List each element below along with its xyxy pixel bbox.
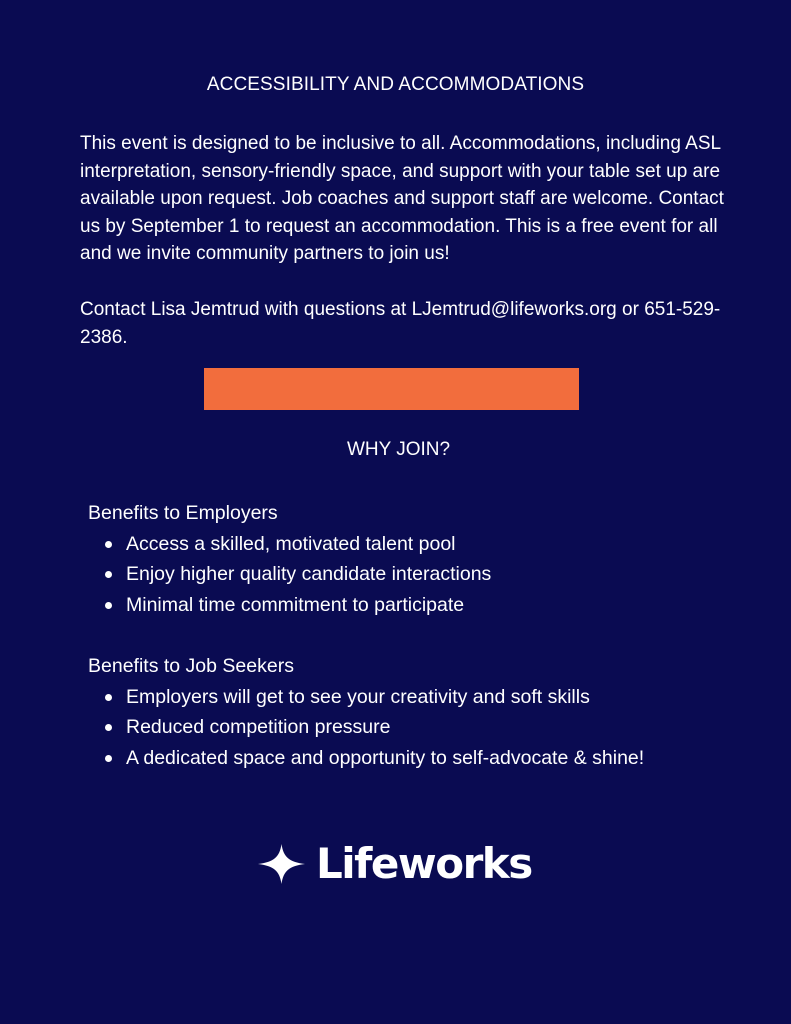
list-item: Minimal time commitment to participate (88, 590, 688, 621)
job-seeker-benefits-section (88, 651, 688, 773)
job-seeker-benefits-list (88, 682, 688, 774)
list-item: Reduced competition pressure (88, 712, 688, 743)
list-item: Access a skilled, motivated talent pool (88, 529, 688, 560)
bullet-icon (105, 541, 112, 548)
lifeworks-logo (256, 836, 532, 892)
list-item: Enjoy higher quality candidate interactions (88, 559, 688, 590)
four-point-star-icon (256, 844, 306, 884)
accent-bar (204, 368, 579, 410)
logo-wordmark: Lifeworks (316, 839, 532, 888)
list-item: A dedicated space and opportunity to self-advocate & shine! (88, 743, 688, 774)
bullet-icon (105, 571, 112, 578)
bullet-icon (105, 755, 112, 762)
bullet-icon (105, 724, 112, 731)
bullet-icon (105, 602, 112, 609)
employer-benefits-title: Benefits to Employers (88, 502, 278, 524)
employer-benefits-list (88, 529, 688, 621)
bullet-icon (105, 694, 112, 701)
why-join-heading: WHY JOIN? (346, 439, 451, 460)
accessibility-heading: ACCESSIBILITY AND ACCOMMODATIONS (206, 74, 585, 95)
list-item: Employers will get to see your creativity and soft skills (88, 682, 688, 713)
job-seeker-benefits-title: Benefits to Job Seekers (88, 655, 294, 677)
contact-paragraph: Contact Lisa Jemtrud with questions at LJemtrud@lifeworks.org or 651-529-2386. (80, 299, 721, 348)
employer-benefits-section (88, 498, 688, 620)
accommodations-paragraph: This event is designed to be inclusive to all. Accommodations, including ASL interpretation, sensory-friendly space, and support with your table set up are available upon request. Job coaches and support staff are welcome. Contact us by September 1 to request an accommodation. This is a free event for all and we invite community partners to join us! (80, 133, 724, 265)
